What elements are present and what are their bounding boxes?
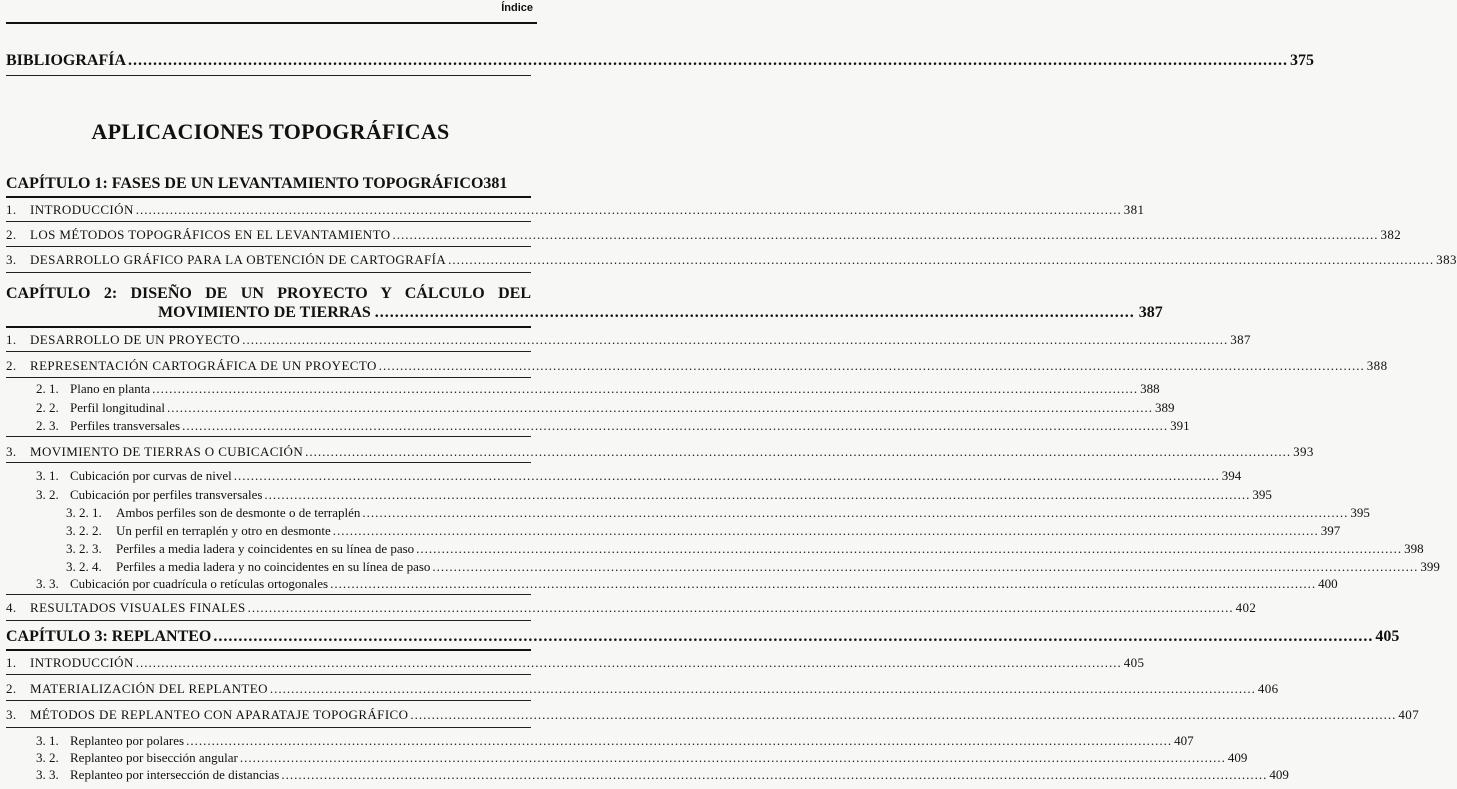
toc-entry-number: 3. 1. [36, 468, 59, 483]
page-header [0, 0, 541, 24]
chapter-rule [6, 649, 531, 651]
toc-entry-number: 2. [6, 358, 17, 373]
toc-entry-title: RESULTADOS VISUALES FINALES [30, 600, 246, 615]
toc-entry-number: 3. 2. 1. [66, 505, 102, 520]
toc-entry-page: 405 [1123, 655, 1145, 670]
toc-entry-number: 2. 3. [36, 418, 59, 433]
chapter-title: CAPÍTULO 1: FASES DE UN LEVANTAMIENTO TOPOGRÁFICO [6, 175, 484, 192]
divider [6, 700, 531, 701]
toc-subentry[interactable] [36, 767, 1289, 783]
chapter-rule [6, 326, 531, 328]
toc-entry-title: DESARROLLO DE UN PROYECTO [30, 332, 241, 347]
toc-entry[interactable] [6, 600, 1257, 616]
divider [6, 75, 531, 76]
toc-entry-title: Perfiles a media ladera y coincidentes en su línea de paso [116, 541, 415, 556]
toc-entry-number: 3. 2. 3. [66, 541, 102, 556]
toc-entry-title: Replanteo por intersección de distancias [70, 767, 280, 782]
leader-dots [448, 252, 1434, 268]
toc-entry-page: 381 [1123, 202, 1145, 217]
toc-entry-title: Perfil longitudinal [70, 400, 165, 415]
toc-entry-page: 397 [1320, 523, 1341, 538]
toc-entry-title: MATERIALIZACIÓN DEL REPLANTEO [30, 681, 268, 696]
toc-entry-number: 3. [6, 444, 17, 459]
chapter-title-line-2: MOVIMIENTO DE TIERRAS [158, 304, 371, 321]
toc-entry-page: 387 [1230, 332, 1251, 347]
toc-entry-title: INTRODUCCIÓN [30, 202, 134, 217]
chapter-heading-2[interactable] [6, 285, 1163, 322]
header-rule [6, 22, 537, 24]
chapter-heading-1[interactable] [6, 175, 531, 193]
toc-entry-title: Plano en planta [70, 381, 151, 396]
leader-dots [416, 541, 1402, 557]
leader-dots [392, 227, 1378, 243]
divider [6, 462, 531, 463]
toc-entry-number: 3. 2. 4. [66, 559, 102, 574]
toc-subentry[interactable] [36, 468, 1242, 484]
toc-entry-page: 393 [1293, 444, 1314, 459]
toc-entry-title: Cubicación por perfiles transversales [70, 487, 263, 502]
toc-entry-number: 2. [6, 681, 17, 696]
toc-entry-page: 399 [1420, 559, 1440, 574]
divider [6, 377, 531, 378]
toc-entry-page: 388 [1140, 381, 1160, 396]
chapter-page: 381 [483, 175, 508, 192]
divider [6, 351, 531, 352]
leader-dots [128, 52, 1288, 70]
toc-entry-number: 1. [6, 202, 17, 217]
toc-entry[interactable] [6, 332, 1251, 348]
chapter-title-line-1: CAPÍTULO 2: DISEÑO DE UN PROYECTO Y CÁLCULO DEL [6, 285, 531, 302]
toc-entry-page: 395 [1350, 505, 1370, 520]
chapter-page: 405 [1375, 628, 1400, 645]
toc-entry-title: Perfiles a media ladera y no coincidentes en su línea de paso [116, 559, 431, 574]
toc-entry-number: 2. 1. [36, 381, 59, 396]
leader-dots [182, 418, 1168, 434]
toc-subentry[interactable] [36, 733, 1194, 749]
toc-entry-page: 407 [1174, 733, 1194, 748]
divider [6, 594, 531, 595]
toc-subentry[interactable] [36, 418, 1190, 434]
toc-subentry[interactable] [36, 576, 1338, 592]
toc-entry-number: 3. [6, 252, 17, 267]
toc-subentry[interactable] [36, 381, 1160, 397]
toc-entry-page: 375 [1290, 52, 1315, 69]
toc-entry-title: Un perfil en terraplén y otro en desmonte [116, 523, 331, 538]
divider [6, 674, 531, 675]
toc-entry-page: 409 [1269, 767, 1289, 782]
toc-entry-page: 389 [1154, 400, 1175, 415]
toc-entry-title: REPRESENTACIÓN CARTOGRÁFICA DE UN PROYECTO [30, 358, 377, 373]
divider [6, 620, 531, 621]
toc-entry-title: Replanteo por polares [70, 733, 185, 748]
leader-dots [234, 468, 1220, 484]
toc-entry[interactable] [6, 444, 1314, 460]
leader-dots [330, 576, 1316, 592]
toc-subentry[interactable] [36, 487, 1272, 503]
toc-entry-page: 388 [1366, 358, 1388, 373]
toc-subsubentry[interactable] [66, 559, 1440, 575]
toc-entry-title: MÉTODOS DE REPLANTEO CON APARATAJE TOPOGRÁFICO [30, 707, 409, 722]
toc-entry-title: LOS MÉTODOS TOPOGRÁFICOS EN EL LEVANTAMIENTO [30, 227, 391, 242]
toc-subsubentry[interactable] [66, 505, 1370, 521]
toc-entry[interactable] [6, 358, 1388, 374]
toc-entry-number: 3. 2. [36, 487, 59, 502]
toc-entry-number: 1. [6, 655, 17, 670]
leader-dots [410, 707, 1396, 723]
leader-dots [264, 487, 1250, 503]
toc-entry-number: 3. 2. [36, 750, 59, 765]
leader-dots [375, 304, 1135, 322]
divider [6, 246, 531, 247]
toc-entry-title: Perfiles transversales [70, 418, 181, 433]
leader-dots [333, 523, 1319, 539]
section-title: APLICACIONES TOPOGRÁFICAS [91, 119, 450, 144]
leader-dots [248, 600, 1234, 616]
toc-entry-number: 3. 3. [36, 767, 59, 782]
divider [6, 727, 531, 728]
toc-entry-page: 382 [1380, 227, 1402, 242]
divider [6, 436, 531, 437]
chapter-page: 387 [1138, 304, 1163, 321]
toc-entry[interactable] [6, 252, 1457, 268]
leader-dots [270, 681, 1256, 697]
toc-entry-page: 400 [1318, 576, 1338, 591]
toc-entry-title: INTRODUCCIÓN [30, 655, 134, 670]
toc-entry-page: 409 [1227, 750, 1248, 765]
leader-dots [379, 358, 1365, 374]
toc-entry[interactable] [6, 202, 1145, 218]
chapter-title-line-2-row [6, 304, 1163, 322]
divider [6, 221, 531, 222]
leader-dots [136, 202, 1122, 218]
toc-entry-number: 3. 3. [36, 576, 59, 591]
divider [6, 272, 531, 273]
leader-dots [152, 381, 1138, 397]
toc-entry[interactable] [6, 655, 1145, 671]
leader-dots [432, 559, 1418, 575]
toc-entry-page: 391 [1170, 418, 1190, 433]
header-label: Índice [501, 2, 533, 14]
toc-entry-number: 4. [6, 600, 17, 615]
toc-entry-title: Cubicación por cuadrícula o retículas ortogonales [70, 576, 329, 591]
toc-entry[interactable] [6, 707, 1420, 723]
toc-entry-page: 402 [1235, 600, 1257, 615]
toc-entry-page: 407 [1398, 707, 1420, 722]
chapter-title: CAPÍTULO 3: REPLANTEO [6, 628, 212, 645]
leader-dots [213, 628, 1373, 646]
leader-dots [240, 750, 1226, 766]
toc-entry-number: 3. 2. 2. [66, 523, 102, 538]
toc-entry-title: Replanteo por bisección angular [70, 750, 238, 765]
toc-entry-title: Ambos perfiles son de desmonte o de terraplén [116, 505, 361, 520]
toc-entry-page: 394 [1221, 468, 1242, 483]
leader-dots [136, 655, 1122, 671]
toc-subentry[interactable] [36, 750, 1248, 766]
toc-entry-bibliography[interactable] [6, 52, 1315, 70]
chapter-rule [6, 196, 531, 198]
toc-entry-number: 3. 1. [36, 733, 59, 748]
toc-entry-title: MOVIMIENTO DE TIERRAS O CUBICACIÓN [30, 444, 304, 459]
chapter-heading-3[interactable] [6, 628, 1400, 646]
toc-entry-number: 3. [6, 707, 17, 722]
toc-entry-title: Cubicación por curvas de nivel [70, 468, 232, 483]
toc-subsubentry[interactable] [66, 541, 1424, 557]
toc-subsubentry[interactable] [66, 523, 1341, 539]
toc-entry-number: 2. [6, 227, 17, 242]
toc-entry-number: 1. [6, 332, 17, 347]
leader-dots [362, 505, 1348, 521]
toc-subentry[interactable] [36, 400, 1175, 416]
leader-dots [305, 444, 1291, 460]
toc-entry[interactable] [6, 227, 1402, 243]
leader-dots [167, 400, 1153, 416]
leader-dots [281, 767, 1267, 783]
toc-entry-page: 398 [1404, 541, 1424, 556]
toc-entry-page: 383 [1436, 252, 1457, 267]
toc-entry-page: 395 [1252, 487, 1272, 502]
leader-dots [242, 332, 1228, 348]
toc-entry[interactable] [6, 681, 1279, 697]
toc-entry-title: DESARROLLO GRÁFICO PARA LA OBTENCIÓN DE CARTOGRAFÍA [30, 252, 447, 267]
toc-entry-number: 2. 2. [36, 400, 59, 415]
toc-entry-title: BIBLIOGRAFÍA [6, 52, 127, 69]
leader-dots [186, 733, 1172, 749]
toc-entry-page: 406 [1257, 681, 1279, 696]
